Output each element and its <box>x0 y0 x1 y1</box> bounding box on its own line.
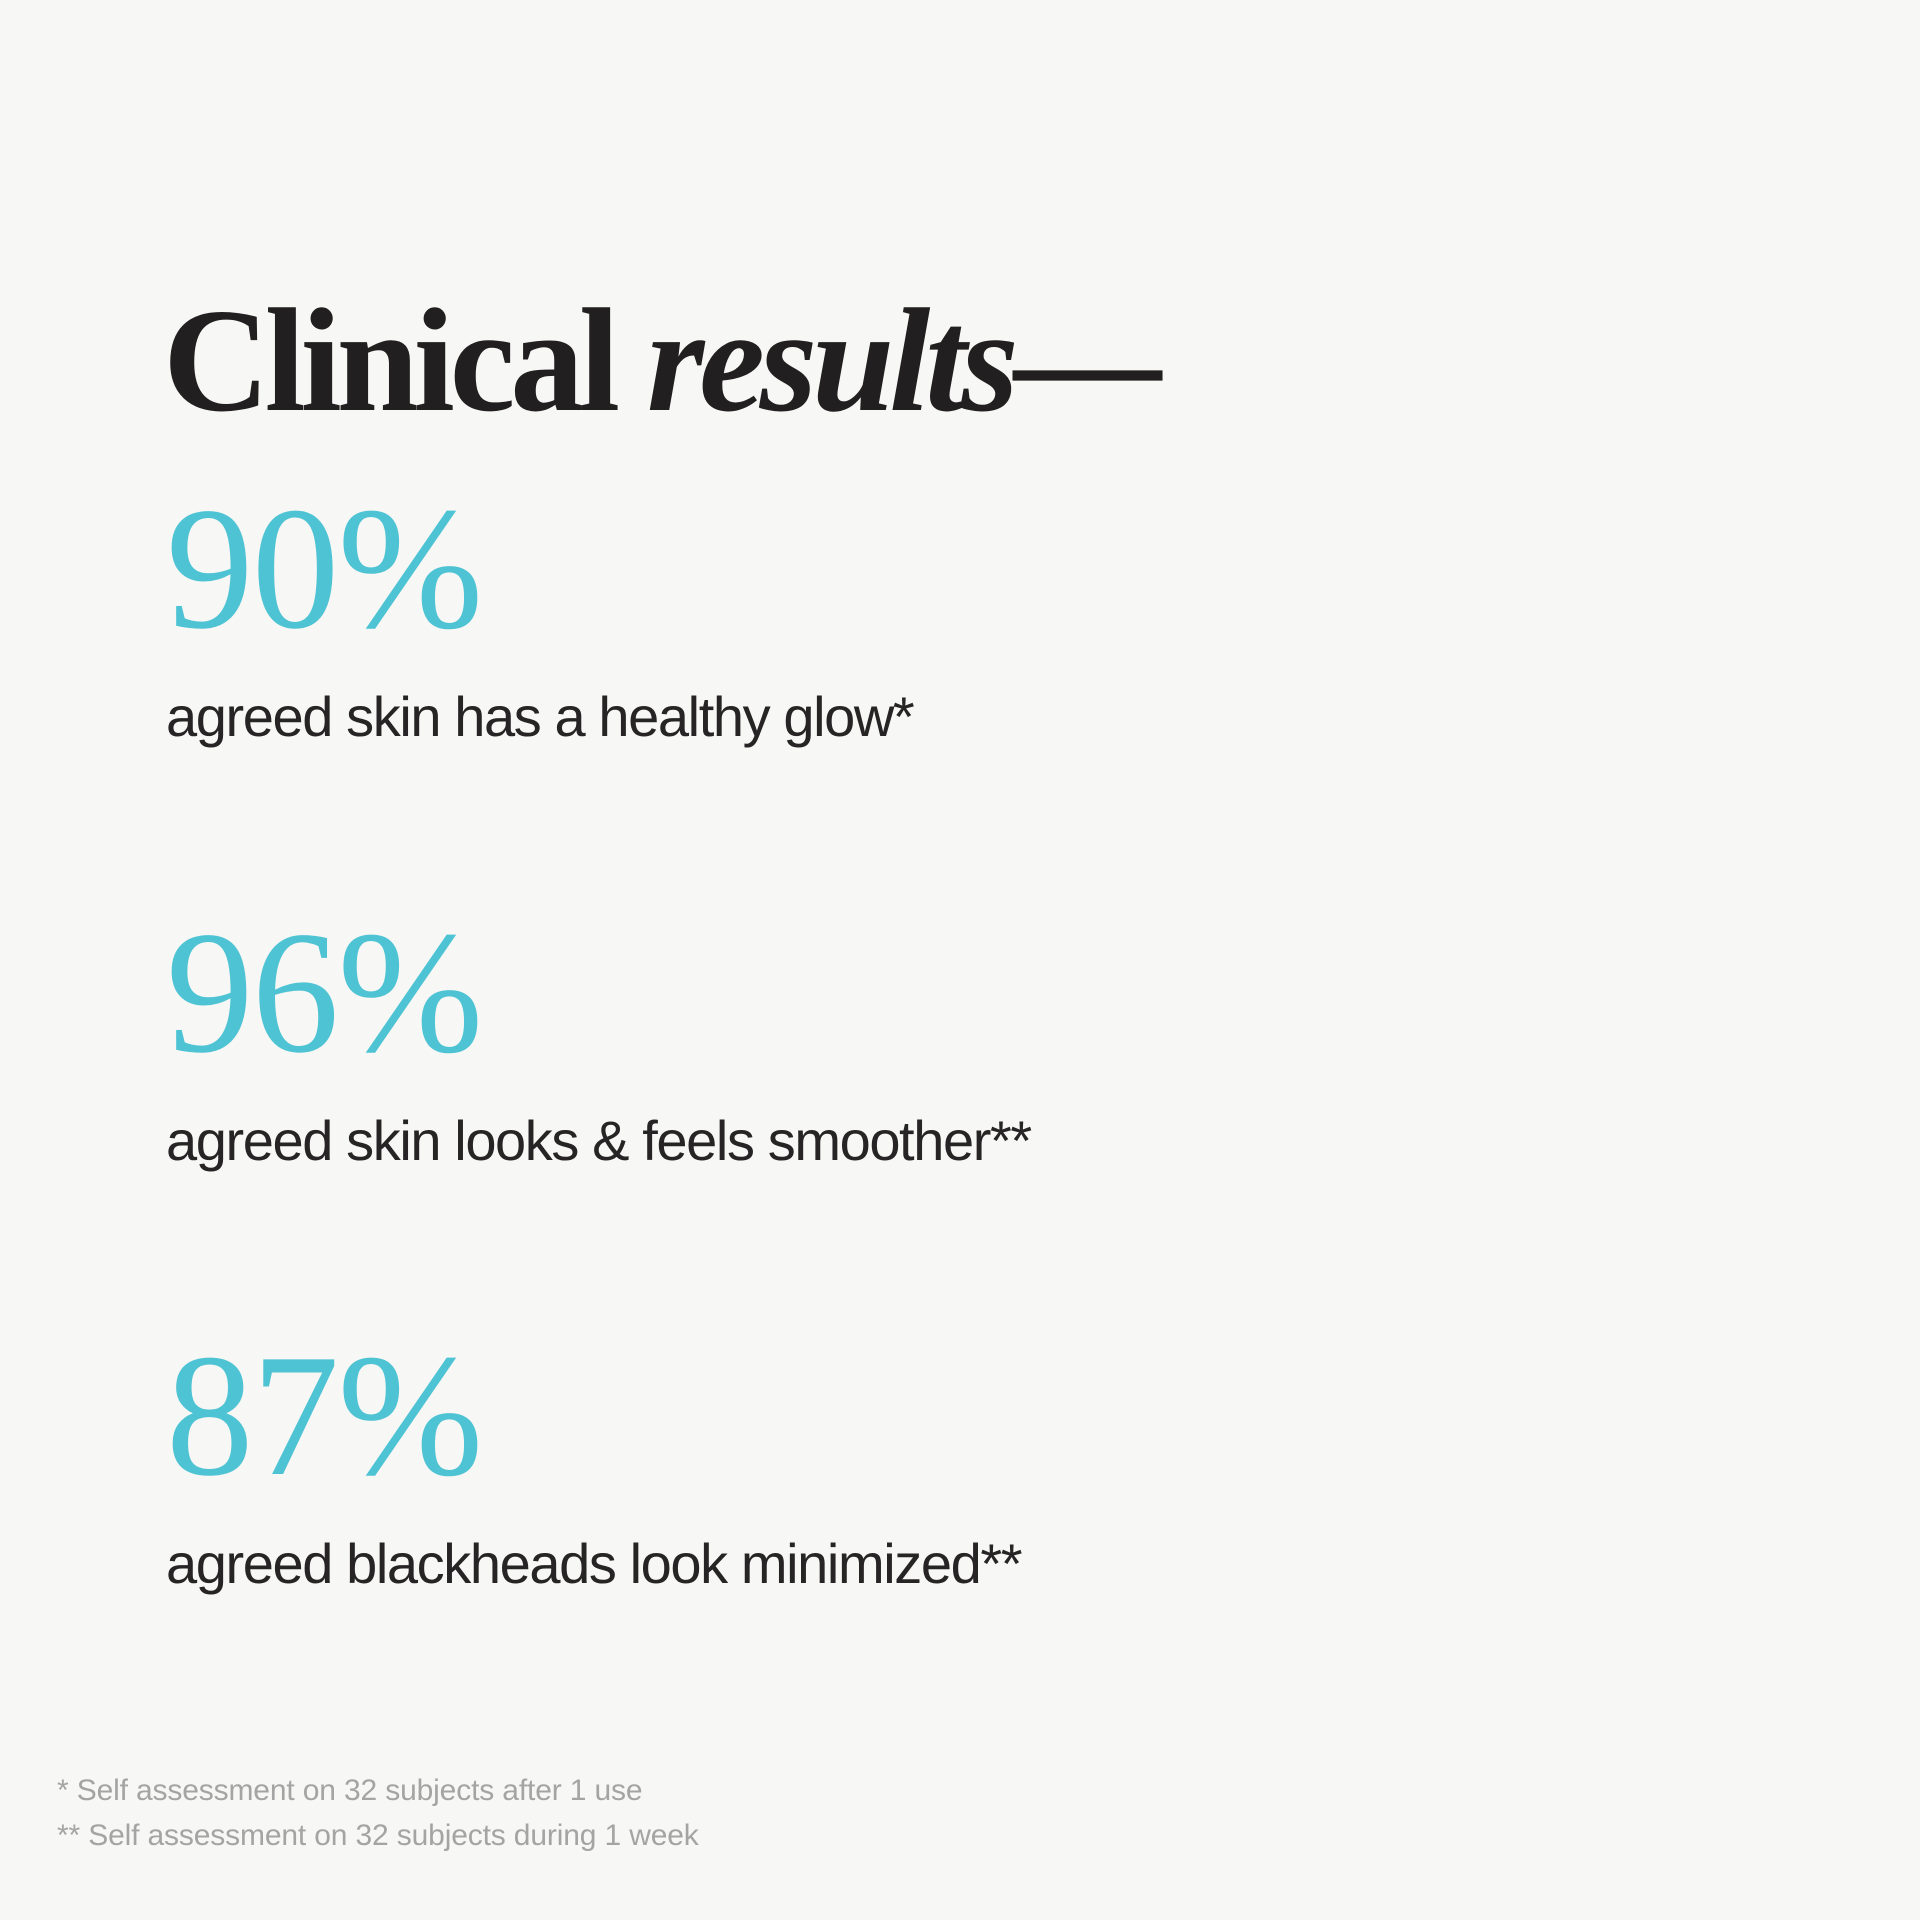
footnotes <box>57 1768 699 1858</box>
stat-value: 90% <box>166 471 482 665</box>
stat-caption: agreed skin has a healthy glow* <box>166 685 914 748</box>
stat-block-healthy-glow <box>166 471 914 748</box>
footnote-line-2: ** Self assessment on 32 subjects during 1 week <box>57 1819 699 1852</box>
stat-caption: agreed skin looks & feels smoother** <box>166 1109 1031 1172</box>
stat-block-blackheads-minimized <box>166 1318 1022 1595</box>
footnote-line-1: * Self assessment on 32 subjects after 1 use <box>57 1774 643 1807</box>
page-title-italic: results <box>646 279 1014 444</box>
stat-caption: agreed blackheads look minimized** <box>166 1532 1022 1595</box>
stat-value: 87% <box>166 1318 482 1512</box>
page-title-regular: Clinical <box>163 279 615 444</box>
stat-block-smoother-skin <box>166 895 1031 1172</box>
page-title-dash: — <box>1013 279 1157 444</box>
page-title <box>163 279 1157 444</box>
stat-value: 96% <box>166 895 482 1089</box>
